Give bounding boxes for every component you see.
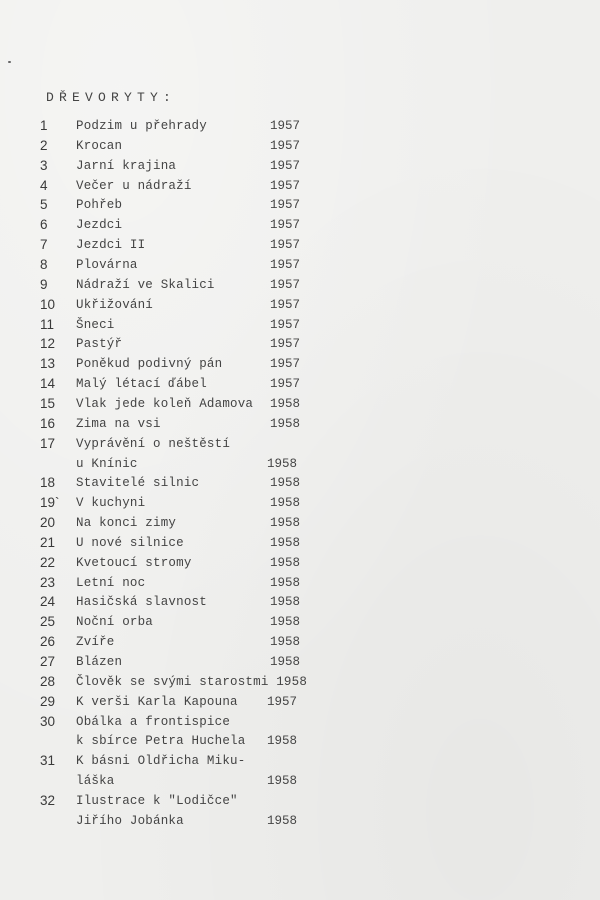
- entry-title: Noční orba: [76, 615, 154, 630]
- entry-number: 4: [40, 177, 48, 193]
- entry-number: 9: [40, 276, 48, 292]
- entry-year: 1957: [270, 297, 301, 312]
- list-item: [0, 176, 600, 196]
- list-item: [0, 493, 600, 513]
- list-item: [0, 811, 600, 831]
- list-item: [0, 573, 600, 593]
- entry-year: 1957: [267, 694, 298, 709]
- entry-title: Jarní krajina: [76, 158, 177, 173]
- list-item: [0, 414, 600, 434]
- entry-year: 1957: [270, 198, 301, 213]
- list-item: [0, 692, 600, 712]
- entry-number: 32: [40, 792, 56, 808]
- entry-number: 15: [40, 395, 56, 411]
- list-item: [0, 354, 600, 374]
- entry-title: Jezdci: [76, 218, 123, 233]
- list-item: [0, 632, 600, 652]
- entry-year: 1958: [270, 496, 301, 511]
- entry-number: 26: [40, 634, 56, 650]
- entry-year: 1957: [270, 158, 301, 173]
- list-item: [0, 712, 600, 732]
- entry-number: 5: [40, 197, 48, 213]
- entry-year: 1957: [270, 357, 301, 372]
- entry-title: Nádraží ve Skalici: [76, 277, 215, 292]
- entry-title: Pastýř: [76, 337, 123, 352]
- entry-title: Pohřeb: [76, 198, 123, 213]
- entry-title: K verši Karla Kapouna: [76, 694, 238, 709]
- entry-year: 1957: [270, 178, 301, 193]
- entry-year: 1958: [270, 476, 301, 491]
- list-item: [0, 156, 600, 176]
- entry-year: 1958: [270, 416, 301, 431]
- entry-title: láška: [76, 774, 115, 789]
- entry-year: 1958: [270, 396, 301, 411]
- entry-title: Vyprávění o neštěstí: [76, 436, 231, 451]
- entry-number: 22: [40, 554, 56, 570]
- entry-number: 3: [40, 157, 48, 173]
- entry-number: 19`: [40, 495, 60, 511]
- entry-year: 1958: [270, 575, 301, 590]
- entry-title: Šneci: [76, 317, 115, 332]
- entry-year: 1958: [267, 456, 298, 471]
- entry-title: Podzim u přehrady: [76, 119, 207, 133]
- entry-title: Zvíře: [76, 635, 115, 650]
- entry-number: 1: [40, 118, 48, 133]
- list-item: [0, 295, 600, 315]
- entry-year: 1957: [270, 277, 301, 292]
- entry-year: 1958: [270, 635, 301, 650]
- entry-title: Plovárna: [76, 258, 138, 272]
- entry-number: 2: [40, 137, 48, 153]
- entry-title: Ilustrace k "Lodičce": [76, 793, 238, 808]
- list-item: [0, 334, 600, 354]
- entry-title: Na konci zimy: [76, 516, 177, 530]
- entry-title: k sbírce Petra Huchela: [76, 734, 246, 749]
- entry-number: 10: [40, 296, 56, 312]
- entry-number: 18: [40, 475, 56, 491]
- entry-title: Poněkud podivný pán: [76, 357, 223, 372]
- entry-year: 1957: [270, 218, 301, 233]
- entry-title: Večer u nádraží: [76, 178, 192, 193]
- entry-number: 30: [40, 713, 56, 729]
- entry-year: 1958: [270, 516, 301, 530]
- entry-year: 1957: [270, 258, 301, 272]
- entry-title: u Knínic: [76, 456, 138, 471]
- list-item: [0, 315, 600, 335]
- entry-number: 16: [40, 415, 56, 431]
- entry-year: 1957: [270, 317, 301, 332]
- entry-number: 14: [40, 376, 56, 392]
- entry-number: 20: [40, 515, 56, 530]
- entry-number: 6: [40, 217, 48, 233]
- entry-title: Člověk se svými starostmi 1958: [76, 674, 308, 689]
- entry-number: 12: [40, 336, 56, 352]
- entry-title: Stavitelé silnic: [76, 476, 200, 491]
- entry-year: 1958: [267, 813, 298, 828]
- page-heading: DŘEVORYTY:: [46, 90, 177, 105]
- entry-title: K básni Oldřicha Miku-: [76, 754, 246, 769]
- entry-title: Jiřího Jobánka: [76, 813, 184, 828]
- entry-year: 1957: [270, 119, 301, 133]
- entry-year: 1957: [270, 377, 301, 392]
- list-item: [0, 235, 600, 255]
- list-item: [0, 612, 600, 632]
- entry-title: V kuchyni: [76, 496, 146, 511]
- entry-number: 11: [40, 316, 55, 332]
- list-item: [0, 136, 600, 156]
- entry-number: 21: [40, 534, 56, 550]
- entry-year: 1957: [270, 138, 301, 153]
- list-item: [0, 116, 600, 136]
- entry-title: Letní noc: [76, 575, 146, 590]
- list-item: [0, 434, 600, 454]
- entry-number: 24: [40, 594, 56, 610]
- list-item: [0, 731, 600, 751]
- list-item: [0, 374, 600, 394]
- list-item: [0, 751, 600, 771]
- list-item: [0, 513, 600, 533]
- entry-number: 28: [40, 673, 56, 689]
- entry-year: 1958: [267, 774, 298, 789]
- list-item: [0, 195, 600, 215]
- entry-title: Hasičská slavnost: [76, 595, 207, 610]
- entry-title: Jezdci II: [76, 238, 146, 253]
- entry-year: 1958: [267, 734, 298, 749]
- entry-number: 31: [40, 753, 56, 769]
- entry-title: Obálka a frontispice: [76, 714, 231, 729]
- list-item: [0, 533, 600, 553]
- entry-number: 13: [40, 356, 56, 372]
- entry-year: 1958: [270, 655, 301, 669]
- entry-title: Ukřižování: [76, 297, 154, 312]
- list-item: [0, 473, 600, 493]
- list-item: [0, 652, 600, 672]
- entry-year: 1957: [270, 337, 301, 352]
- entry-title: Krocan: [76, 138, 123, 153]
- entry-number: 17: [40, 435, 56, 451]
- entry-title: Malý létací ďábel: [76, 377, 207, 392]
- list-item: [0, 454, 600, 474]
- entry-year: 1957: [270, 238, 301, 253]
- list-item: [0, 553, 600, 573]
- list-item: [0, 275, 600, 295]
- entry-title: Kvetoucí stromy: [76, 555, 192, 570]
- entry-number: 29: [40, 693, 56, 709]
- list-item: [0, 255, 600, 275]
- entry-year: 1958: [270, 535, 301, 550]
- list-item: [0, 215, 600, 235]
- entry-title: U nové silnice: [76, 535, 184, 550]
- entry-number: 27: [40, 654, 56, 669]
- entry-title: Zima na vsi: [76, 416, 161, 431]
- list-item: [0, 394, 600, 414]
- entry-title: Vlak jede koleň Adamova: [76, 396, 254, 411]
- list-item: [0, 672, 600, 692]
- entry-number: 25: [40, 614, 56, 630]
- entry-year: 1958: [270, 595, 301, 610]
- list-item: [0, 791, 600, 811]
- entry-number: 7: [40, 237, 48, 253]
- list-item: [0, 771, 600, 791]
- entry-number: 8: [40, 257, 48, 272]
- list-item: [0, 592, 600, 612]
- entry-year: 1958: [270, 615, 301, 630]
- entry-title: Blázen: [76, 655, 123, 669]
- entry-number: 23: [40, 574, 56, 590]
- entry-year: 1958: [270, 555, 301, 570]
